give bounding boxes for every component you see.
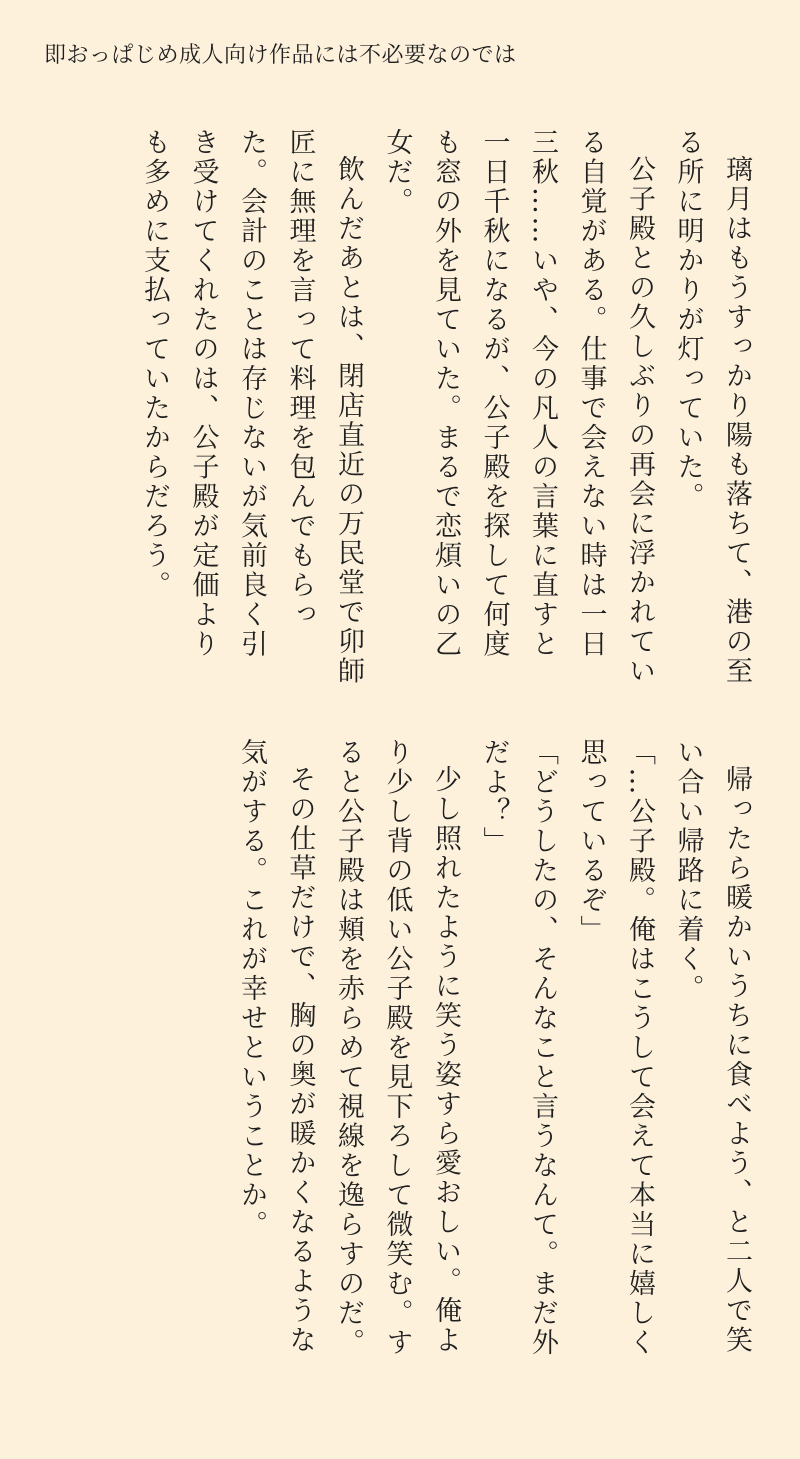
- paragraph: 帰ったら暖かいうちに食べよう、と二人で笑い合い帰路に着く。: [672, 738, 752, 1355]
- chapter-title: 即おっぱじめ成人向け作品には不必要なのでは: [44, 43, 517, 68]
- dialogue-line: 「どうしたの、そんなこと言うなんて。まだ外だよ？」: [478, 738, 558, 1358]
- text-block-2: [40, 738, 760, 1358]
- paragraph: 飲んだあとは、閉店直近の万民堂で卯師匠に無理を言って料理を包んでもらった。会計のことは存じないが気前良く引き受けてくれたのは、公子殿が定価よりも多めに支払っていたからだろう。: [139, 128, 364, 686]
- text-block-1: [40, 128, 760, 688]
- dialogue-line: 「…公子殿。俺はこうして会えて本当に嬉しく思っているぞ」: [575, 738, 655, 1358]
- paragraph: その仕草だけで、胸の奥が暖かくなるような気がする。これが幸せということか。: [236, 738, 316, 1355]
- paragraph: 璃月はもうすっかり陽も落ちて、港の至る所に明かりが灯っていた。: [672, 128, 752, 686]
- paragraph: 少し照れたように笑う姿すら愛おしい。俺より少し背の低い公子殿を見下ろして微笑む。すると公子殿は頬を赤らめて視線を逸らすのだ。: [333, 738, 461, 1358]
- paragraph: 公子殿との久しぶりの再会に浮かれている自覚がある。仕事で会えない時は一日三秋……いや、今の凡人の言葉に直すと一日千秋になるが、公子殿を探して何度も窓の外を見ていた。まるで恋煩いの乙女だ。: [381, 128, 655, 686]
